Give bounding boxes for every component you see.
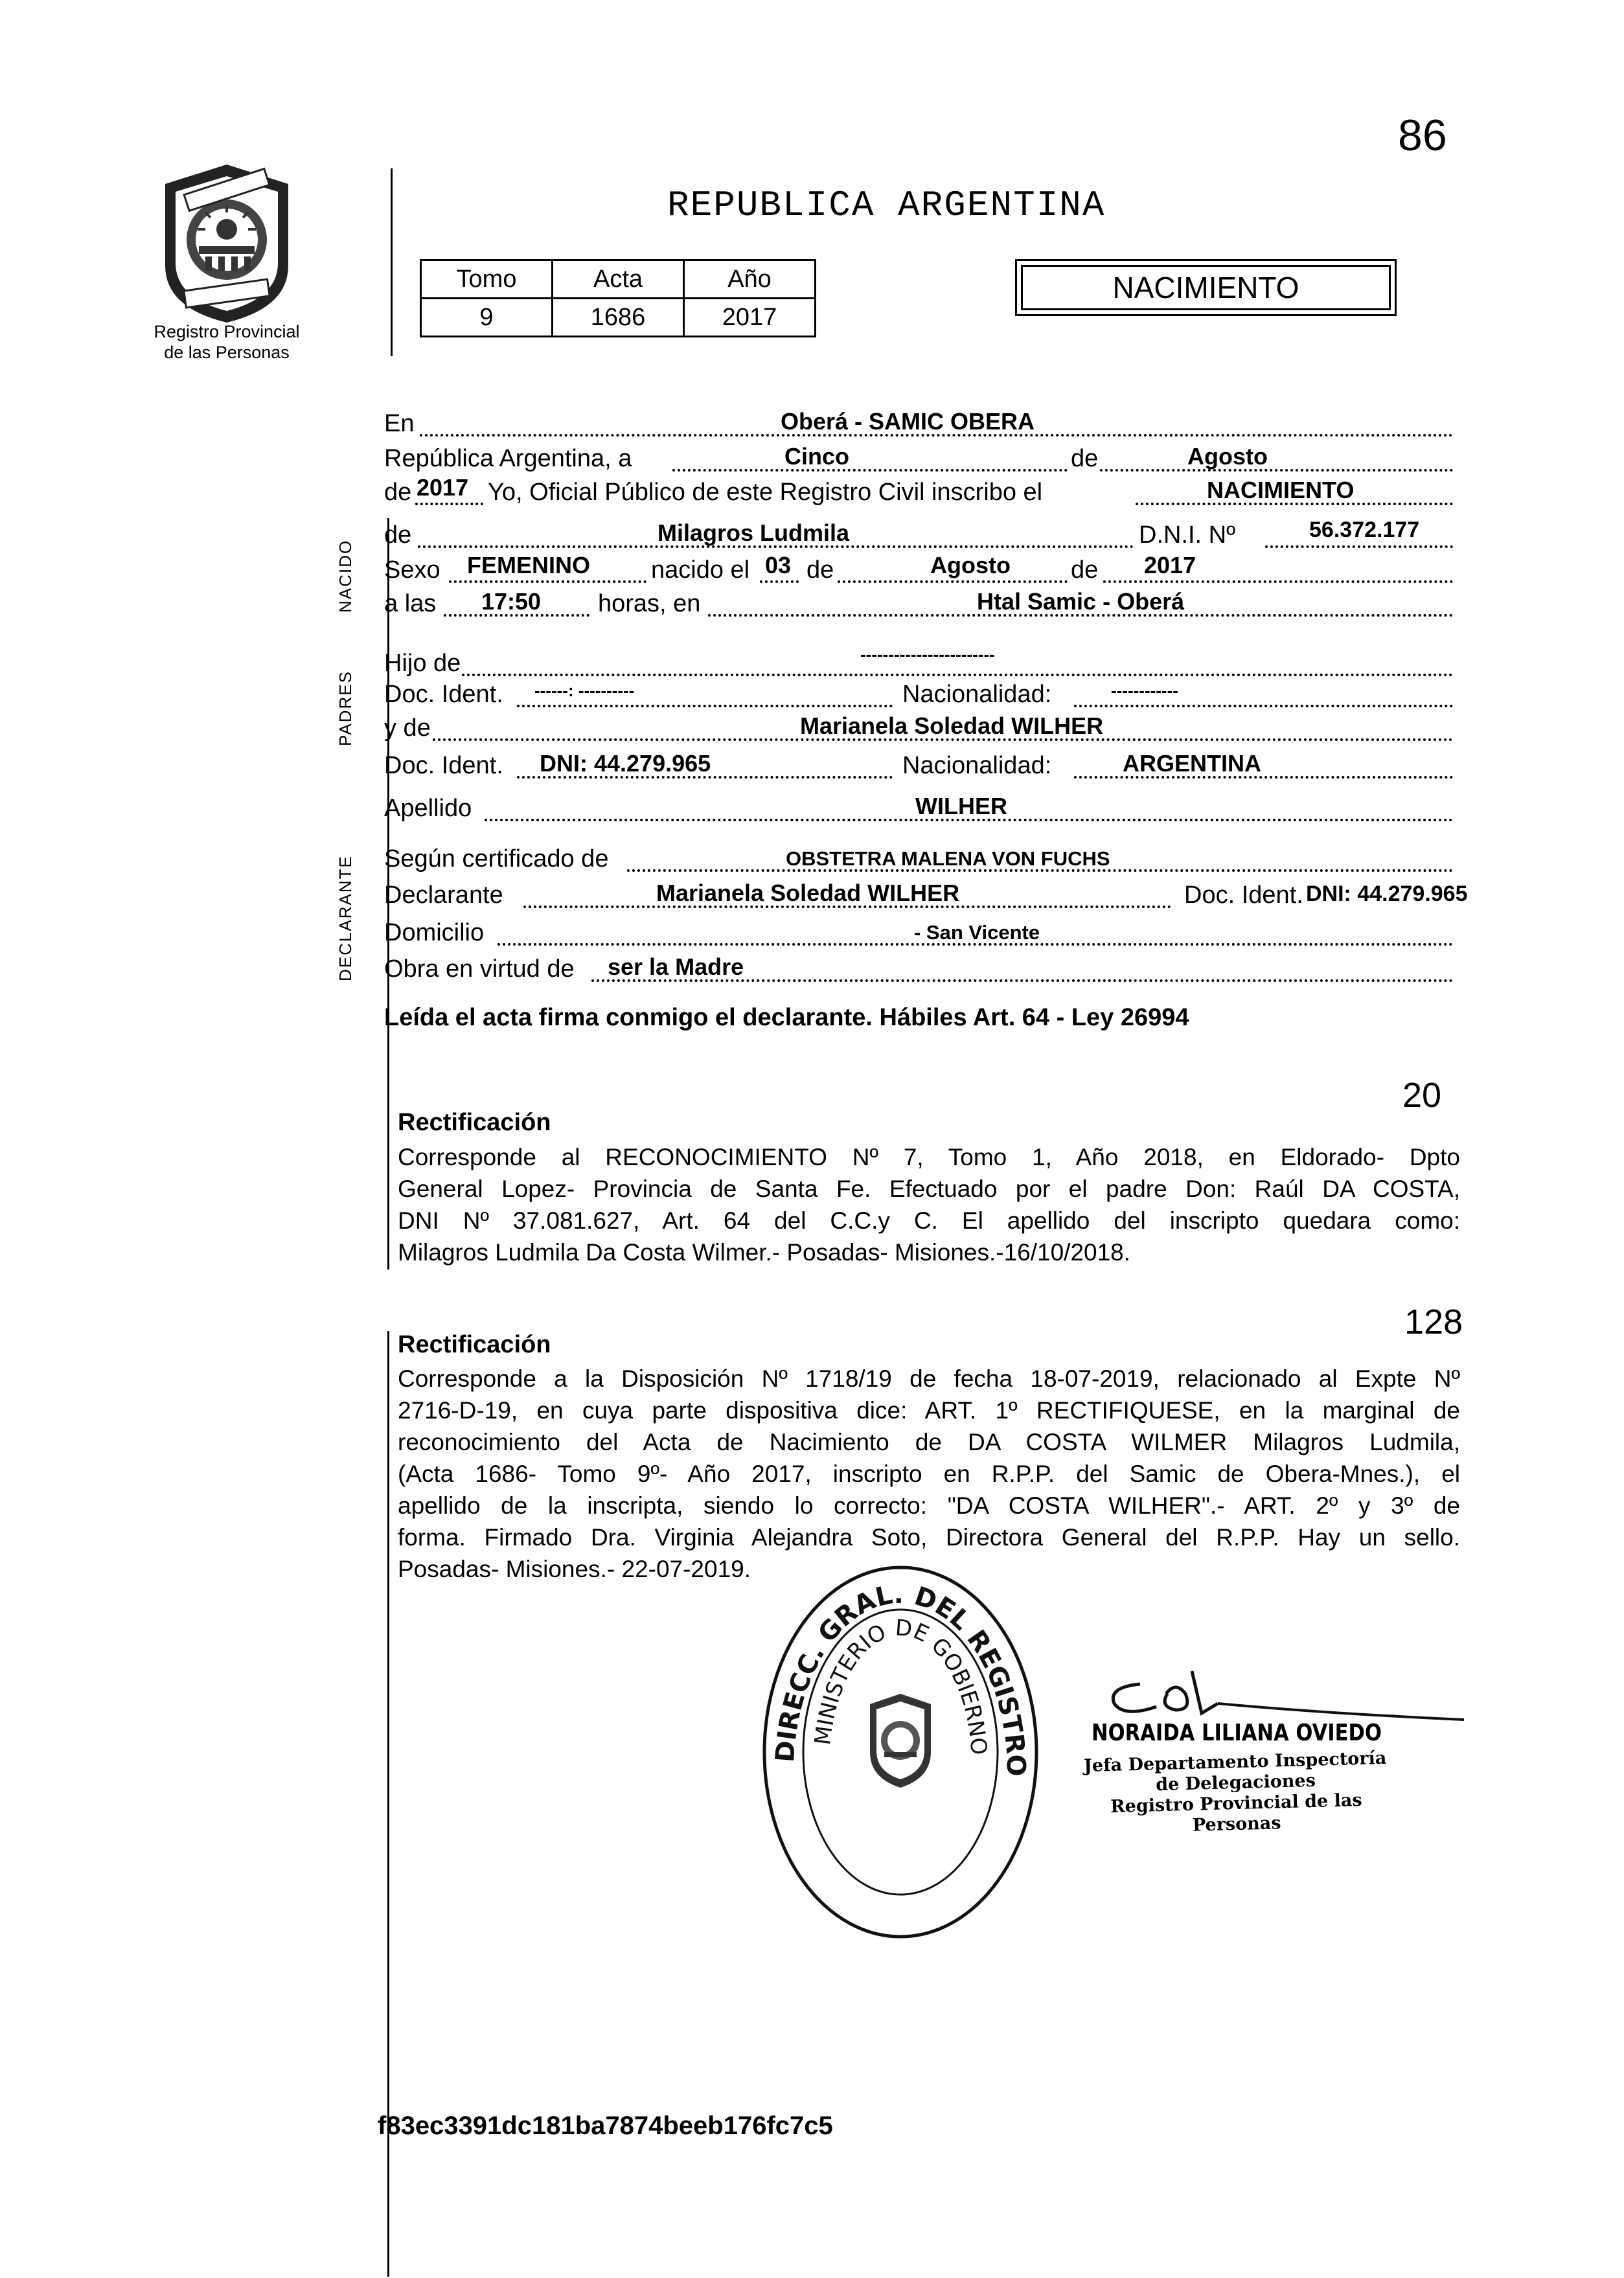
stamp-outer-text: DIRECC. GRAL. DEL REGISTRO — [770, 1579, 1031, 1777]
closing-line: Leída el acta firma conmigo el declarante. Hábiles Art. 64 - Ley 26994 — [384, 1004, 1189, 1031]
mes-value: Agosto — [1187, 443, 1268, 470]
page-number: 86 — [1398, 111, 1447, 160]
domicilio-value: - San Vicente — [914, 921, 1040, 944]
row-nombre — [384, 518, 1453, 553]
signer-title-line-1: Jefa Departamento Inspectoría — [1083, 1748, 1387, 1777]
apellido-value: WILHER — [915, 793, 1007, 819]
side-label-declarante: DECLARANTE — [336, 855, 355, 981]
declarante-value: Marianela Soledad WILHER — [656, 880, 960, 906]
obra-value: ser la Madre — [608, 953, 744, 980]
row-oficial — [384, 475, 1453, 510]
a-las-label: a las — [384, 590, 437, 617]
rect2-line: apellido de la inscripta, siendo lo correcto: "DA COSTA WILHER".- ART. 2º y 3º de — [398, 1492, 1460, 1519]
org-line-2: de las Personas — [164, 343, 290, 362]
row-domicilio — [384, 916, 1453, 951]
row-apellido — [384, 792, 1453, 826]
y-de-label: y de — [384, 714, 431, 742]
nac-dia-value: 03 — [765, 552, 792, 578]
row-hora — [384, 587, 1453, 622]
certificado-value: OBSTETRA MALENA VON FUCHS — [786, 847, 1110, 870]
de-label-5: de — [1071, 556, 1099, 584]
hijo-label: Hijo de — [384, 650, 461, 677]
rect2-line: 2716-D-19, en cuya parte dispositiva dice: ART. 1º RECTIFIQUESE, en la marginal de — [398, 1397, 1460, 1424]
de-label-2: de — [384, 479, 412, 506]
acta-header: Acta — [553, 260, 684, 299]
signer-title-line-2: de Delegaciones — [1155, 1770, 1316, 1795]
province-seal-logo — [159, 162, 295, 324]
registry-table — [420, 259, 816, 337]
tomo-value: 9 — [421, 299, 553, 337]
side-label-padres: PADRES — [336, 670, 355, 746]
lugar-nac-value: Htal Samic - Oberá — [977, 588, 1185, 615]
dia-value: Cinco — [784, 443, 850, 470]
row-sexo — [384, 553, 1453, 588]
row-obra — [384, 952, 1453, 987]
madre-nac-value: ARGENTINA — [1123, 750, 1261, 777]
anio-value: 2017 — [684, 299, 816, 337]
rect1-title: Rectificación — [398, 1109, 551, 1136]
de-label-1: de — [1071, 445, 1099, 472]
row-madre-doc — [384, 749, 1453, 784]
registry-org-name — [123, 321, 330, 363]
row-declarante — [384, 878, 1468, 913]
tomo-header: Tomo — [421, 260, 553, 299]
row-madre — [384, 711, 1453, 746]
rect1-number: 20 — [1402, 1076, 1442, 1115]
margin-line-top — [391, 168, 393, 356]
signer-name: NORAIDA LILIANA OVIEDO — [1092, 1720, 1382, 1746]
anio-value: 2017 — [417, 474, 469, 501]
rect1-body — [398, 1141, 1460, 1268]
row-padre-doc — [384, 678, 1453, 712]
acta-value: 1686 — [553, 299, 684, 337]
sexo-label: Sexo — [384, 556, 440, 584]
obra-label: Obra en virtud de — [384, 955, 575, 983]
rect2-line: reconocimiento del Acta de Nacimiento de DA COSTA WILMER Milagros Ludmila, — [398, 1429, 1460, 1455]
rect1-line: Milagros Ludmila Da Costa Wilmer.- Posadas- Misiones.-16/10/2018. — [398, 1239, 1131, 1266]
nacionalidad-label-1: Nacionalidad: — [902, 681, 1052, 708]
margin-line-rect1 — [387, 1036, 389, 1270]
org-line-1: Registro Provincial — [154, 322, 300, 341]
rect2-line: Posadas- Misiones.- 22-07-2019. — [398, 1556, 751, 1582]
rect2-line: forma. Firmado Dra. Virginia Alejandra Soto, Directora General del R.P.P. Hay un sello. — [398, 1524, 1460, 1551]
country-title: REPUBLICA ARGENTINA — [667, 185, 1106, 226]
sexo-value: FEMENINO — [467, 552, 591, 578]
decl-doc-label: Doc. Ident. — [1184, 882, 1303, 909]
oficial-text: Yo, Oficial Público de este Registro Civil inscribo el — [488, 479, 1043, 506]
record-type-box: NACIMIENTO — [1015, 259, 1397, 316]
row-republica — [384, 442, 1453, 477]
anio-header: Año — [684, 260, 816, 299]
signer-title — [1066, 1748, 1405, 1839]
row-en — [384, 407, 1453, 442]
rect1-line: Corresponde al RECONOCIMIENTO Nº 7, Tomo 1, Año 2018, en Eldorado- Dpto — [398, 1144, 1460, 1170]
signer-title-line-3: Registro Provincial de las Personas — [1110, 1790, 1362, 1836]
lugar-value: Oberá - SAMIC OBERA — [781, 408, 1035, 435]
dni-label: D.N.I. Nº — [1139, 521, 1235, 549]
de-label-3: de — [384, 521, 412, 549]
rect2-body — [398, 1363, 1460, 1585]
rect1-line: DNI Nº 37.081.627, Art. 64 del C.C.y C. El apellido del inscripto quedara como: — [398, 1207, 1460, 1234]
declarante-label: Declarante — [384, 882, 503, 909]
side-label-nacido: NACIDO — [336, 539, 355, 613]
nac-anio-value: 2017 — [1144, 552, 1196, 578]
padre-value: ------------------------ — [860, 644, 995, 664]
rect2-number: 128 — [1404, 1303, 1463, 1341]
apellido-label: Apellido — [384, 795, 472, 822]
rect1-line: General Lopez- Provincia de Santa Fe. Efectuado por el padre Don: Raúl DA COSTA, — [398, 1176, 1460, 1202]
doc-ident-label-1: Doc. Ident. — [384, 681, 503, 708]
madre-value: Marianela Soledad WILHER — [800, 712, 1104, 739]
dni-value: 56.372.177 — [1309, 518, 1420, 542]
official-stamp — [755, 1558, 1046, 1940]
padre-nac-value: ------------ — [1111, 681, 1178, 700]
nombre-value: Milagros Ludmila — [658, 519, 850, 546]
rect2-title: Rectificación — [398, 1331, 551, 1358]
en-label: En — [384, 410, 415, 437]
document-hash: f83ec3391dc181ba7874beeb176fc7c5 — [378, 2112, 833, 2140]
nac-mes-value: Agosto — [930, 552, 1011, 578]
padre-doc-value: ------: ---------- — [534, 681, 635, 700]
nacido-label: nacido el — [651, 556, 750, 584]
decl-doc-value: DNI: 44.279.965 — [1306, 882, 1468, 906]
doc-ident-label-2: Doc. Ident. — [384, 752, 503, 779]
de-label-4: de — [806, 556, 834, 584]
republica-label: República Argentina, a — [384, 445, 632, 472]
domicilio-label: Domicilio — [384, 919, 485, 946]
signature-scribble — [1095, 1658, 1470, 1729]
rect2-line: (Acta 1686- Tomo 9º- Año 2017, inscripto en R.P.P. del Samic de Obera-Mnes.), el — [398, 1461, 1460, 1487]
row-certificado — [384, 842, 1453, 877]
rect2-line: Corresponde a la Disposición Nº 1718/19 de fecha 18-07-2019, relacionado al Expte Nº — [398, 1365, 1460, 1392]
stamp-inner-text: MINISTERIO DE GOBIERNO — [810, 1615, 992, 1756]
madre-doc-value: DNI: 44.279.965 — [540, 750, 711, 777]
hora-value: 17:50 — [481, 588, 542, 615]
tipo-value: NACIMIENTO — [1207, 477, 1355, 503]
certificado-label: Según certificado de — [384, 845, 609, 872]
row-hijo — [384, 646, 1453, 681]
nacionalidad-label-2: Nacionalidad: — [902, 752, 1052, 779]
horas-en-label: horas, en — [598, 590, 701, 617]
